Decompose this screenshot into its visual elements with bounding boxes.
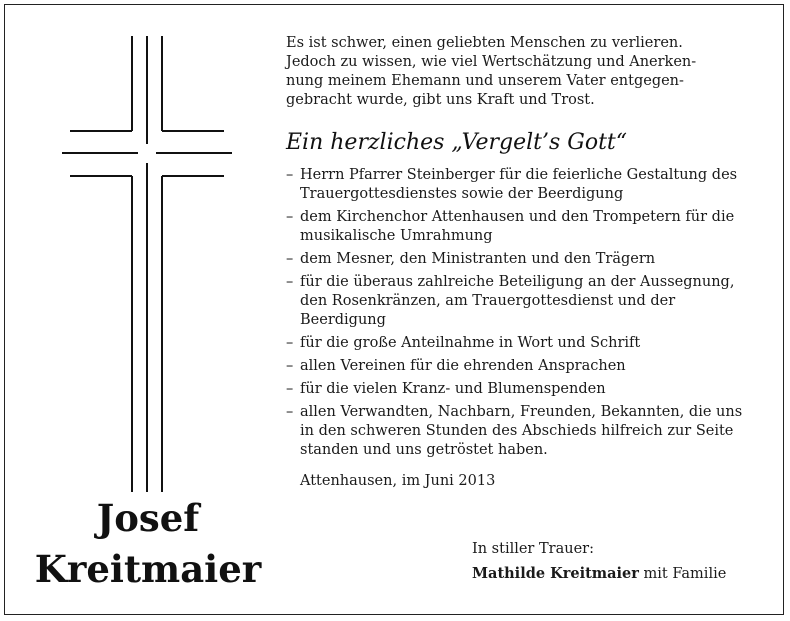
- thanks-item: – dem Mesner, den Ministranten und den Trägern: [286, 250, 756, 269]
- signature-name: Mathilde Kreitmaier: [472, 565, 639, 582]
- thanks-item: – für die vielen Kranz- und Blumenspenden: [286, 380, 756, 399]
- intro-paragraph: [286, 34, 756, 110]
- signature-suffix: mit Familie: [638, 566, 727, 582]
- thanks-heading: Ein herzliches „Vergelt’s Gott“: [286, 130, 628, 155]
- intro-line: nung meinem Ehemann und unserem Vater entgegen-: [286, 73, 684, 89]
- thanks-list: [286, 166, 756, 460]
- notice-text: [286, 34, 756, 491]
- signature: [472, 564, 726, 584]
- mourning-label: In stiller Trauer:: [472, 541, 594, 557]
- thanks-item: – dem Kirchenchor Attenhausen und den Trompetern für die musikalische Umrahmung: [286, 208, 756, 246]
- thanks-item: – allen Vereinen für die ehrenden Ansprachen: [286, 357, 756, 376]
- deceased-last-name: Kreitmaier: [34, 547, 262, 591]
- intro-line: gebracht wurde, gibt uns Kraft und Trost.: [286, 92, 595, 108]
- thanks-item: – allen Verwandten, Nachbarn, Freunden, Bekannten, die uns in den schweren Stunden des Abschieds hilfreich zur Seite standen und uns getröstet haben.: [286, 403, 756, 460]
- thanks-item: – Herrn Pfarrer Steinberger für die feierliche Gestaltung des Trauergottesdienstes sowie der Beerdigung: [286, 166, 756, 204]
- cross-icon: [62, 36, 232, 492]
- intro-line: Es ist schwer, einen geliebten Menschen zu verlieren.: [286, 35, 683, 51]
- intro-line: Jedoch zu wissen, wie viel Wertschätzung und Anerken-: [286, 54, 697, 70]
- deceased-first-name: Josef: [96, 496, 200, 540]
- thanks-item: – für die große Anteilnahme in Wort und Schrift: [286, 334, 756, 353]
- thanks-item: – für die überaus zahlreiche Beteiligung an der Aussegnung, den Rosenkränzen, am Trauergottesdienst und der Beerdigung: [286, 273, 756, 330]
- place-date: Attenhausen, im Juni 2013: [300, 473, 496, 489]
